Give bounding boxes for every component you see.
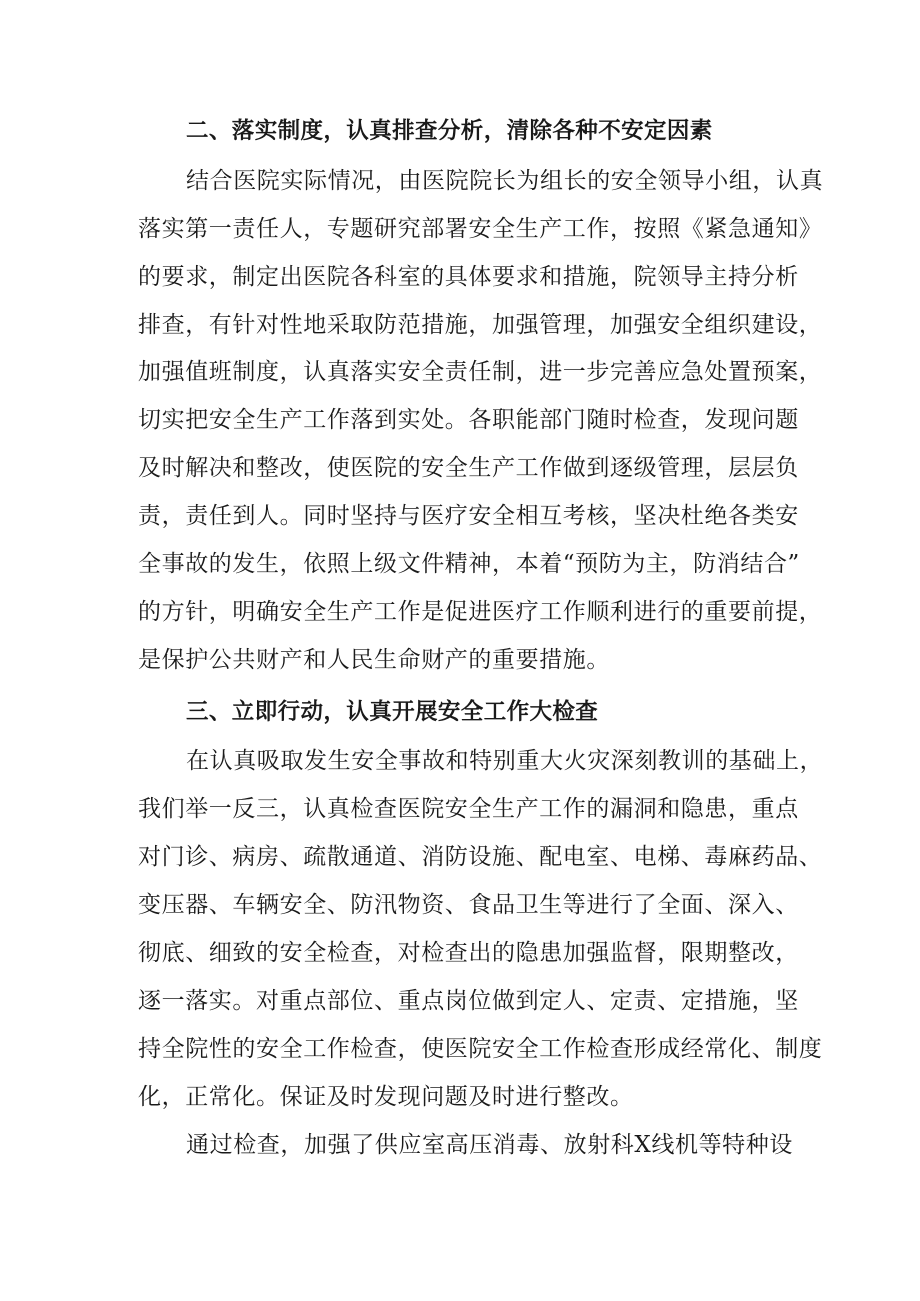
paragraph-line: 责，责任到人。同时坚持与医疗安全相互考核，坚决杜绝各类安 — [138, 503, 799, 529]
section-heading: 三、立即行动，认真开展安全工作大检查 — [186, 699, 599, 725]
paragraph-line: 我们举一反三，认真检查医院安全生产工作的漏洞和隐患，重点 — [138, 796, 799, 822]
paragraph-line: 落实第一责任人，专题研究部署安全生产工作，按照《紧急通知》 — [138, 216, 823, 242]
paragraph-line: 是保护公共财产和人民生命财产的重要措施。 — [138, 647, 610, 673]
paragraph-line: 全事故的发生，依照上级文件精神，本着“预防为主，防消结合” — [138, 551, 800, 577]
paragraph-line: 加强值班制度，认真落实安全责任制，进一步完善应急处置预案， — [138, 359, 823, 385]
paragraph-line: 对门诊、病房、疏散通道、消防设施、配电室、电梯、毒麻药品、 — [138, 844, 823, 870]
section-heading: 二、落实制度，认真排查分析，清除各种不安定因素 — [186, 118, 713, 144]
paragraph-line: 在认真吸取发生安全事故和特别重大火灾深刻教训的基础上， — [186, 748, 824, 774]
paragraph-line: 的要求，制定出医院各科室的具体要求和措施，院领导主持分析 — [138, 264, 799, 290]
paragraph-line: 通过检查，加强了供应室高压消毒、放射科X线机等特种设 — [186, 1132, 793, 1158]
paragraph-line: 排查，有针对性地采取防范措施，加强管理，加强安全组织建设， — [138, 312, 823, 338]
paragraph-line: 持全院性的安全工作检查，使医院安全工作检查形成经常化、制度 — [138, 1036, 823, 1062]
paragraph-line: 结合医院实际情况，由医院院长为组长的安全领导小组，认真 — [186, 168, 824, 194]
paragraph-line: 的方针，明确安全生产工作是促进医疗工作顺利进行的重要前提， — [138, 599, 823, 625]
paragraph-line: 逐一落实。对重点部位、重点岗位做到定人、定责、定措施，坚 — [138, 988, 799, 1014]
paragraph-line: 彻底、细致的安全检查，对检查出的隐患加强监督，限期整改， — [138, 940, 799, 966]
paragraph-line: 化，正常化。保证及时发现问题及时进行整改。 — [138, 1084, 634, 1110]
paragraph-line: 切实把安全生产工作落到实处。各职能部门随时检查，发现问题 — [138, 407, 799, 433]
paragraph-line: 变压器、车辆安全、防汛物资、食品卫生等进行了全面、深入、 — [138, 892, 799, 918]
paragraph-line: 及时解决和整改，使医院的安全生产工作做到逐级管理，层层负 — [138, 455, 799, 481]
